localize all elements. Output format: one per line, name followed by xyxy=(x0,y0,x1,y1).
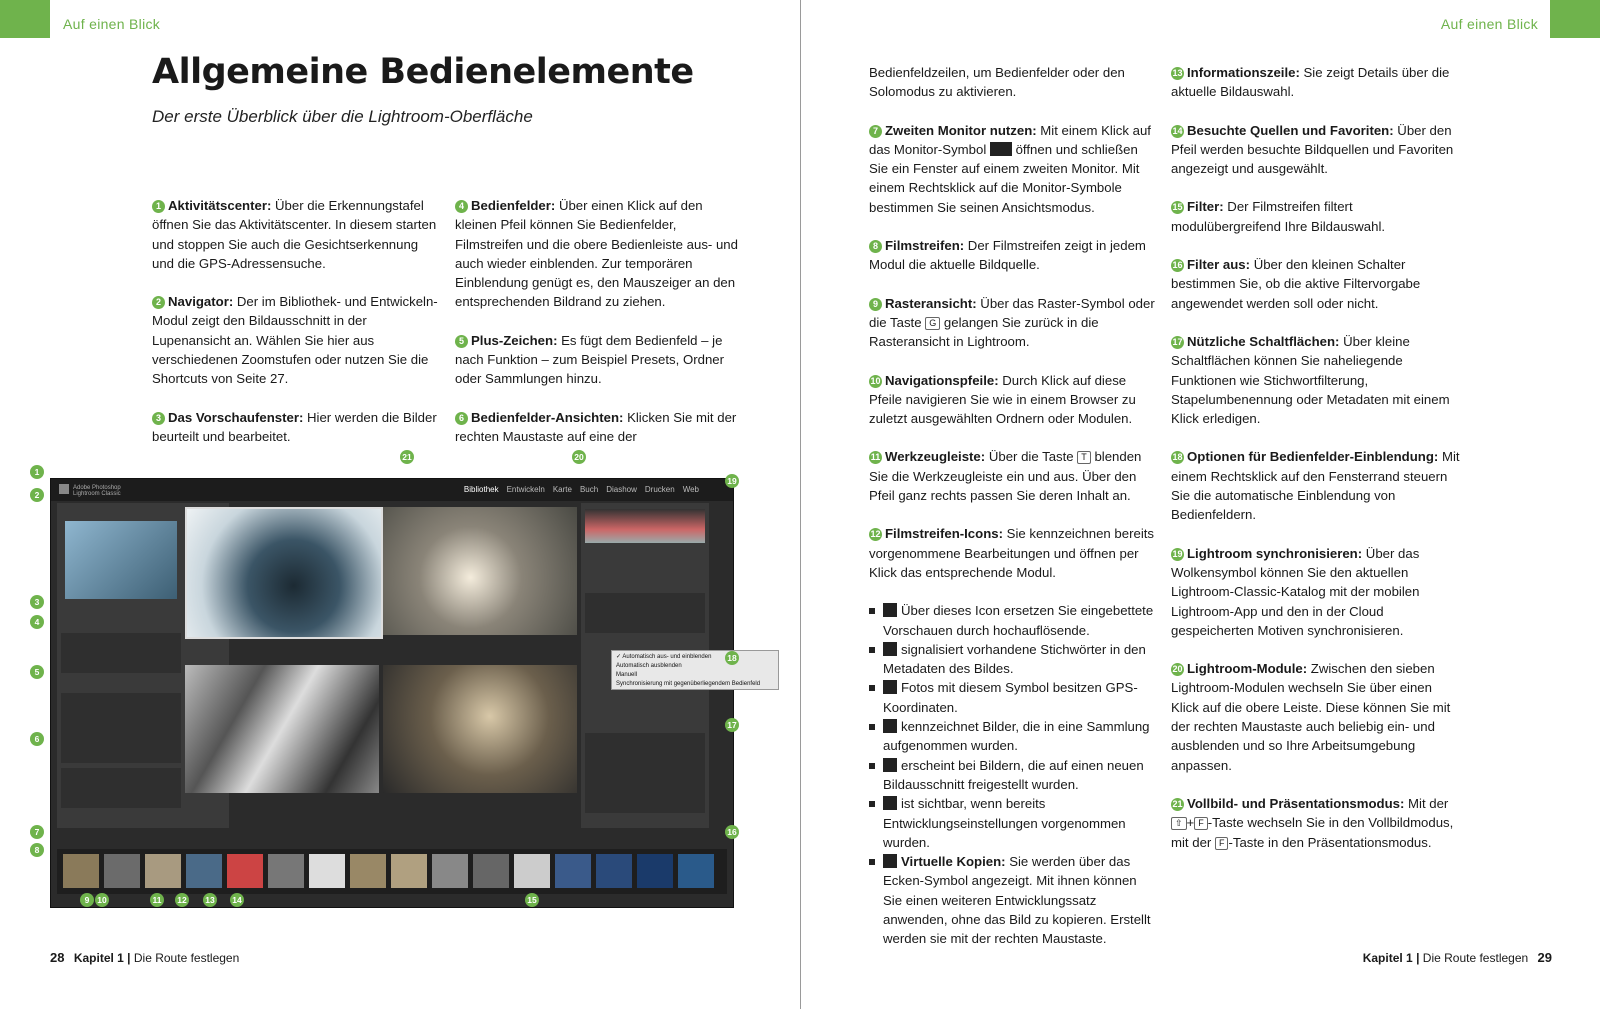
left-item xyxy=(152,196,442,273)
module-picker[interactable] xyxy=(460,485,703,494)
item-heading: Informationszeile: xyxy=(1187,65,1300,80)
bullet-item xyxy=(869,756,1159,795)
icon-bullet-list xyxy=(869,601,1159,948)
collections-panel xyxy=(61,768,181,808)
left-item xyxy=(455,196,745,312)
module-tab[interactable]: Diashow xyxy=(606,485,637,494)
callout-number: 15 xyxy=(1172,202,1183,213)
filmstrip-thumb[interactable] xyxy=(555,854,591,888)
item-text: Über das Raster-Symbol oder die Taste xyxy=(869,295,1155,330)
item-heading: Rasteransicht: xyxy=(885,295,977,311)
right-item xyxy=(869,236,1159,275)
context-menu-item[interactable]: Automatisch ausblenden xyxy=(616,663,682,669)
screenshot-callout: 2 xyxy=(30,488,44,502)
item-text: gelangen Sie zurück in die Rasteransicht in Lightroom. xyxy=(869,314,1099,350)
screenshot-callout: 4 xyxy=(30,615,44,629)
item-heading: Filmstreifen-Icons: xyxy=(885,526,1003,542)
bullet-text: Über dieses Icon ersetzen Sie eingebettete Vorschauen durch hochauflösende. xyxy=(883,603,1154,638)
screenshot-callout: 12 xyxy=(175,893,189,907)
right-column-1 xyxy=(869,63,1159,949)
right-item xyxy=(1171,63,1461,102)
screenshot-titlebar xyxy=(51,479,733,501)
histogram xyxy=(585,509,705,543)
filmstrip-thumb[interactable] xyxy=(596,854,632,888)
key-cap: ⇧ xyxy=(1171,817,1187,830)
screenshot-callout: 3 xyxy=(30,595,44,609)
bullet-item xyxy=(869,717,1159,756)
callout-number: 17 xyxy=(1172,336,1183,347)
item-text: Sie kennzeichnen bereits vorgenommene Bearbeitungen und öffnen per Klick das entsprechende Modul. xyxy=(869,526,1155,580)
monitor-icon xyxy=(990,142,1012,156)
filmstrip-thumb[interactable] xyxy=(145,854,181,888)
filmstrip-thumb[interactable] xyxy=(473,854,509,888)
screenshot-callout: 14 xyxy=(230,893,244,907)
bullet-item xyxy=(869,601,1159,640)
item-text: + xyxy=(1186,815,1195,831)
right-item xyxy=(869,447,1159,505)
item-heading: Zweiten Monitor nutzen: xyxy=(885,122,1037,138)
filmstrip-thumb[interactable] xyxy=(350,854,386,888)
right-item xyxy=(1171,659,1461,775)
item-heading: Filter: xyxy=(1187,199,1224,215)
footer-left xyxy=(50,950,239,965)
left-item xyxy=(455,331,745,389)
footer-sep-right: | xyxy=(1416,951,1420,965)
keyword-panel xyxy=(585,593,705,633)
item-text: Hier werden die Bilder beurteilt und bearbeitet. xyxy=(152,409,437,444)
collection-icon xyxy=(883,719,897,733)
callout-number: 7 xyxy=(869,125,882,138)
callout-number: 6 xyxy=(455,412,468,425)
item-text: Mit einem Klick auf das Monitor-Symbol xyxy=(869,122,1151,157)
callout-number: 13 xyxy=(1172,68,1183,78)
item-heading: Vollbild- und Präsentationsmodus: xyxy=(1187,795,1405,811)
context-menu-item[interactable]: Manuell xyxy=(616,672,638,678)
screenshot-callout: 6 xyxy=(30,732,44,746)
callout-number: 14 xyxy=(1172,125,1183,136)
filmstrip-thumb[interactable] xyxy=(227,854,263,888)
right-item xyxy=(869,294,1159,352)
callout-number: 10 xyxy=(870,375,881,386)
item-heading: Besuchte Quellen und Favoriten: xyxy=(1187,122,1394,138)
left-item xyxy=(455,408,745,447)
item-text: Über einen Klick auf den kleinen Pfeil können Sie Bedienfelder, Filmstreifen und die obere Bedienleiste aus- und auch wieder einblenden. Zur temporären Einblendung genügt es, den Mauszeiger an den entsprechenden Bildrand zu ziehen. xyxy=(455,198,738,310)
item-text: Klicken Sie mit der rechten Maustaste auf eine der xyxy=(455,409,737,444)
module-tab[interactable]: Bibliothek xyxy=(463,485,499,494)
metadata-panel xyxy=(585,733,705,813)
item-heading: Navigator: xyxy=(168,294,234,310)
page-number-left: 28 xyxy=(50,950,65,965)
bullet-text: Fotos mit diesem Symbol besitzen GPS-Koordinaten. xyxy=(883,680,1138,715)
item-text: Über die Taste xyxy=(985,449,1078,465)
item-text: Über das Wolkensymbol können Sie den aktuellen Lightroom-Classic-Katalog mit der mobilen Lightroom-App und den in der Cloud gespeicherten Motiven synchronisieren. xyxy=(1171,545,1420,638)
callout-number: 9 xyxy=(869,298,882,311)
filmstrip-thumb[interactable] xyxy=(309,854,345,888)
right-item xyxy=(1171,447,1461,524)
item-heading: Bedienfelder-Ansichten: xyxy=(471,409,624,425)
item-text: Mit einem Rechtsklick auf den Fensterrand steuern Sie die automatische Einblendung von Bedienfeldern. xyxy=(1171,449,1460,523)
item-text: Zwischen den sieben Lightroom-Modulen wechseln Sie über einen Klick auf die obere Leiste. Diese können Sie mit der rechten Maustaste auch beliebig ein- und ausblenden und so Ihre Arbeitsumgebung anpassen. xyxy=(1171,661,1451,773)
module-tab[interactable]: Buch xyxy=(579,485,599,494)
right-item xyxy=(1171,121,1461,179)
filmstrip-thumb[interactable] xyxy=(186,854,222,888)
item-heading: Nützliche Schaltflächen: xyxy=(1187,333,1340,349)
left-column-2 xyxy=(455,196,745,465)
develop-icon xyxy=(883,796,897,810)
crop-icon xyxy=(883,758,897,772)
bullet-item xyxy=(869,640,1159,679)
item-text: Über kleine Schaltflächen können Sie naheliegende Funktionen wie Stichwortfilterung, Stapelumbenennung oder Metadaten mit einem Klick erledigen. xyxy=(1171,333,1450,427)
right-item xyxy=(1171,255,1461,313)
filmstrip-thumb[interactable] xyxy=(63,854,99,888)
bullet-text: kennzeichnet Bilder, die in eine Sammlung aufgenommen wurden. xyxy=(883,719,1150,754)
item-heading: Optionen für Bedienfelder-Einblendung: xyxy=(1187,449,1439,465)
item-text: Über den kleinen Schalter bestimmen Sie, ob die aktive Filtervorgabe angewendet werden soll oder nicht. xyxy=(1171,257,1421,311)
bullet-heading: Virtuelle Kopien: xyxy=(901,854,1006,870)
context-menu-item[interactable]: Synchronisierung mit gegenüberliegendem Bedienfeld xyxy=(616,681,761,687)
item-heading: Lightroom-Module: xyxy=(1187,661,1308,677)
folders-panel xyxy=(61,693,181,763)
item-heading: Plus-Zeichen: xyxy=(471,332,558,348)
screenshot-callout: 10 xyxy=(95,893,109,907)
key-cap: G xyxy=(925,317,940,330)
item-text: Der Filmstreifen zeigt in jedem Modul die aktuelle Bildquelle. xyxy=(869,238,1146,273)
item-text: öffnen und schließen Sie ein Fenster auf einem zweiten Monitor. Mit einem Rechtsklick auf die Monitor-Symbole bestimmen Sie seinen Ansichtsmodus. xyxy=(869,141,1140,215)
catalog-panel xyxy=(61,633,181,673)
page-subtitle: Der erste Überblick über die Lightroom-Oberfläche xyxy=(152,107,533,126)
item-heading: Filter aus: xyxy=(1187,257,1251,273)
running-head-left: Auf einen Blick xyxy=(63,16,161,32)
screenshot-callout: 15 xyxy=(525,893,539,907)
preview-photo-rope[interactable] xyxy=(383,507,577,635)
navigator-preview xyxy=(65,521,177,599)
item-heading: Bedienfelder: xyxy=(471,198,556,213)
gps-icon xyxy=(883,680,897,694)
refresh-preview-icon xyxy=(883,603,897,617)
module-tab[interactable]: Web xyxy=(682,485,699,494)
item-text: Es fügt dem Bedienfeld – je nach Funktion – zum Beispiel Presets, Ordner oder Sammlungen hinzu. xyxy=(455,332,725,387)
filmstrip-thumb[interactable] xyxy=(678,854,714,888)
item-text: Sie zeigt Details über die aktuelle Bildauswahl. xyxy=(1171,65,1450,100)
item-heading: Filmstreifen: xyxy=(885,238,965,254)
right-page xyxy=(801,0,1600,1009)
footer-sep-left: | xyxy=(127,951,131,965)
right-column-2 xyxy=(1171,63,1461,871)
footer-title-right: Die Route festlegen xyxy=(1422,951,1529,965)
bullet-text: ist sichtbar, wenn bereits Entwicklungseinstellungen vorgenommen wurden. xyxy=(883,796,1126,850)
bullet-item xyxy=(869,852,1159,948)
item-heading: Werkzeugleiste: xyxy=(885,449,986,465)
bullet-item xyxy=(869,794,1159,852)
item-text: -Taste in den Präsentationsmodus. xyxy=(1228,834,1432,850)
page-number-right: 29 xyxy=(1537,950,1552,965)
callout-number: 21 xyxy=(1172,798,1183,809)
screenshot-callout: 9 xyxy=(80,893,94,907)
left-chapter-tab xyxy=(0,0,50,38)
filmstrip-thumb[interactable] xyxy=(432,854,468,888)
context-menu-item[interactable]: ✓ Automatisch aus- und einblenden xyxy=(616,654,712,660)
footer-chapter-right: Kapitel 1 xyxy=(1362,951,1413,965)
item-text: -Taste wechseln Sie in den Vollbildmodus, mit der xyxy=(1171,815,1454,850)
screenshot-callout: 19 xyxy=(725,474,739,488)
callout-number: 20 xyxy=(1172,664,1183,675)
right-item xyxy=(1171,794,1461,852)
item-text: blenden Sie die Werkzeugleiste ein und aus. Über den Pfeil ganz rechts passen Sie deren Inhalt an. xyxy=(869,449,1142,504)
lightroom-logo-icon xyxy=(59,484,69,494)
bullet-item xyxy=(869,678,1159,717)
key-cap: T xyxy=(1077,451,1091,464)
right-item xyxy=(1171,544,1461,640)
left-column-1 xyxy=(152,196,442,465)
callout-number: 16 xyxy=(1172,260,1183,271)
intro-text: Bedienfeldzeilen, um Bedienfelder oder den Solomodus zu aktivieren. xyxy=(869,65,1125,100)
right-item xyxy=(1171,197,1461,236)
screenshot-callout: 7 xyxy=(30,825,44,839)
screenshot-callout: 1 xyxy=(30,465,44,479)
item-heading: Aktivitätscenter: xyxy=(168,198,272,213)
item-text: Der im Bibliothek- und Entwickeln-Modul zeigt den Bildausschnitt in der Lupenansicht an. Wählen Sie hier aus verschiedenen Zoomstufen oder nutzen Sie die Shortcuts von Seite 27. xyxy=(152,294,438,387)
lightroom-screenshot xyxy=(50,478,761,908)
left-item xyxy=(152,292,442,388)
panel-context-menu[interactable] xyxy=(611,650,779,690)
preview-photo-winch[interactable] xyxy=(185,665,379,793)
item-text: Mit der xyxy=(1404,795,1449,811)
footer-title-left: Die Route festlegen xyxy=(133,951,240,965)
footer-chapter-left: Kapitel 1 xyxy=(73,951,124,965)
right-item xyxy=(869,524,1159,582)
item-text: Der Filmstreifen filtert modulübergreifend Ihre Bildauswahl. xyxy=(1171,199,1386,234)
callout-number: 12 xyxy=(870,529,881,540)
module-tab[interactable]: Entwickeln xyxy=(506,485,545,494)
preview-photo-compass[interactable] xyxy=(185,507,383,639)
filmstrip-thumb[interactable] xyxy=(268,854,304,888)
virtual-copy-icon xyxy=(883,854,897,868)
item-text: Über die Erkennungstafel öffnen Sie das Aktivitätscenter. In diesem starten und stoppen Sie auch die Gesichtserkennung und die GPS-Adressensuche. xyxy=(152,198,437,271)
left-item xyxy=(152,408,442,447)
callout-number: 4 xyxy=(455,200,468,213)
filmstrip-thumb[interactable] xyxy=(637,854,673,888)
screenshot-callout: 16 xyxy=(725,825,739,839)
screenshot-callout: 18 xyxy=(725,651,739,665)
screenshot-callout: 13 xyxy=(203,893,217,907)
item-text: Durch Klick auf diese Pfeile navigieren Sie wie in einem Browser zu zuletzt ausgewählten Ordnern oder Modulen. xyxy=(869,372,1136,427)
callout-number: 5 xyxy=(455,335,468,348)
filmstrip-thumb[interactable] xyxy=(104,854,140,888)
page-title: Allgemeine Bedienelemente xyxy=(152,52,694,92)
bullet-text: Sie werden über das Ecken-Symbol angezeigt. Mit ihnen können Sie einen weiteren Entwicklungssatz anwenden, ohne das Bild zu kopieren. Erstellt werden sie mit der rechten Maustaste. xyxy=(883,854,1151,947)
keyword-icon xyxy=(883,642,897,656)
screenshot-callout: 20 xyxy=(572,450,586,464)
callout-number: 8 xyxy=(869,240,882,253)
right-item xyxy=(1171,332,1461,428)
screenshot-callout: 5 xyxy=(30,665,44,679)
item-heading: Lightroom synchronisieren: xyxy=(1187,545,1363,561)
callout-number: 18 xyxy=(1172,452,1183,463)
right-chapter-tab xyxy=(1550,0,1600,38)
screenshot-callout: 21 xyxy=(400,450,414,464)
callout-number: 11 xyxy=(870,452,881,463)
preview-photo-knot[interactable] xyxy=(383,665,577,793)
bullet-text: erscheint bei Bildern, die auf einen neuen Bildausschnitt freigestellt wurden. xyxy=(883,757,1144,792)
running-head-right: Auf einen Blick xyxy=(1440,16,1538,32)
screenshot-callout: 17 xyxy=(725,718,739,732)
callout-number: 2 xyxy=(152,296,165,309)
bullet-text: signalisiert vorhandene Stichwörter in den Metadaten des Bildes. xyxy=(883,641,1146,677)
filmstrip[interactable] xyxy=(57,849,727,894)
key-cap: F xyxy=(1215,837,1229,850)
item-heading: Navigationspfeile: xyxy=(885,372,999,388)
module-tab[interactable]: Drucken xyxy=(644,485,675,494)
item-text: Über den Pfeil werden besuchte Bildquellen und Favoriten angezeigt und ausgewählt. xyxy=(1171,122,1454,177)
filmstrip-thumb[interactable] xyxy=(514,854,550,888)
item-heading: Das Vorschaufenster: xyxy=(168,409,304,425)
filmstrip-thumb[interactable] xyxy=(391,854,427,888)
callout-number: 3 xyxy=(152,412,165,425)
screenshot-callout: 8 xyxy=(30,843,44,857)
screenshot-callout: 11 xyxy=(150,893,164,907)
footer-right xyxy=(1363,950,1552,965)
callout-number: 1 xyxy=(152,200,165,213)
right-item xyxy=(869,371,1159,429)
app-name-label: Adobe Photoshop Lightroom Classic xyxy=(73,485,121,497)
key-cap: F xyxy=(1194,817,1208,830)
callout-number: 19 xyxy=(1172,548,1183,559)
right-item xyxy=(869,121,1159,217)
module-tab[interactable]: Karte xyxy=(552,485,572,494)
